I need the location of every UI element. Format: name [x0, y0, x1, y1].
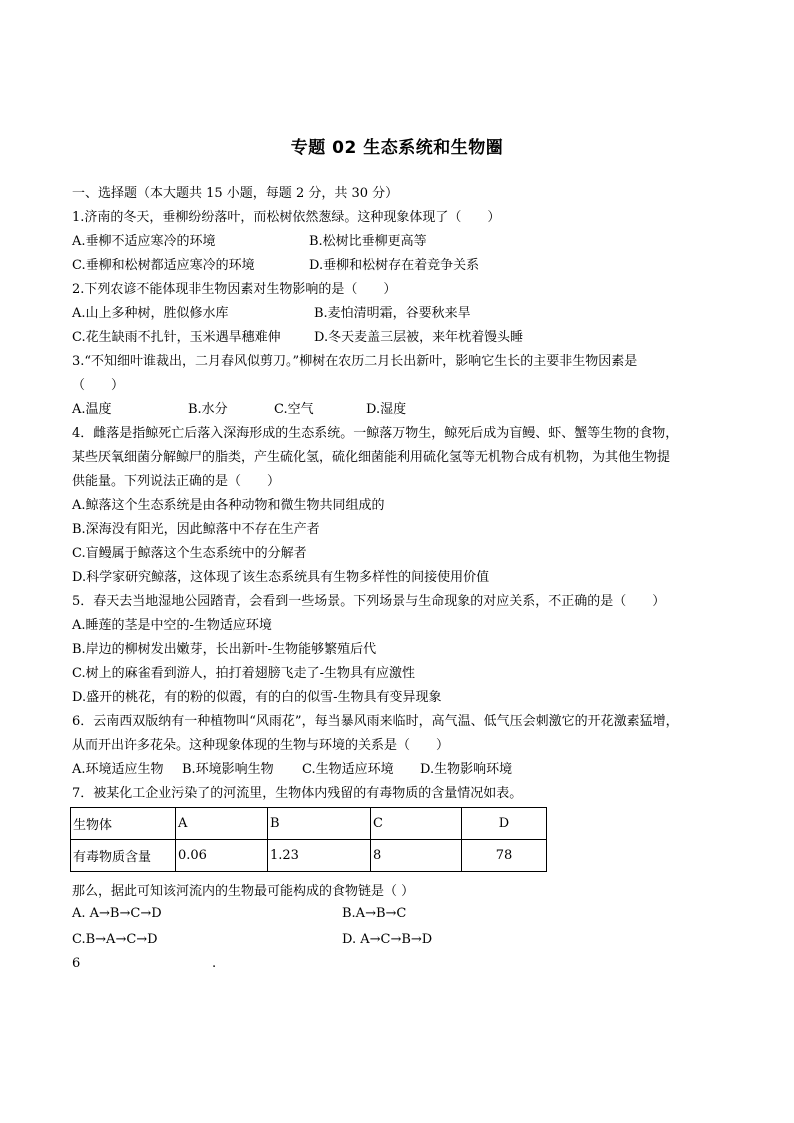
table-row	[71, 808, 547, 840]
document-title: 专题 02 生态系统和生物圈	[290, 138, 504, 158]
q5-option-b: B.岸边的柳树发出嫩芽，长出新叶-生物能够繁殖后代	[72, 642, 377, 657]
q1-option-d: D.垂柳和松树存在着竞争关系	[309, 258, 480, 273]
q3-option-a: A.温度	[72, 402, 112, 417]
q1-options-row1	[72, 234, 427, 250]
q6-option-a: A.环境适应生物	[72, 762, 164, 777]
q3-option-c: C.空气	[274, 402, 314, 417]
table-cell: 有毒物质含量	[71, 840, 176, 872]
q7-option-c: C.B→A→C→D	[72, 932, 158, 947]
q1-stem: 1.济南的冬天，垂柳纷纷落叶，而松树依然葱绿。这种现象体现了（ ）	[72, 210, 501, 225]
q7-option-a: A. A→B→C→D	[72, 906, 162, 921]
q2-stem: 2.下列农谚不能体现非生物因素对生物影响的是（ ）	[72, 282, 397, 297]
q7-options-row1	[72, 906, 406, 922]
q6-stem-line2: 从而开出许多花朵。这种现象体现的生物与环境的关系是（ ）	[72, 738, 450, 753]
q1-options-row2	[72, 258, 479, 274]
q5-stem: 5．春天去当地湿地公园踏青，会看到一些场景。下列场景与生命现象的对应关系，不正确的是（ ）	[72, 594, 666, 609]
table-cell: B	[268, 808, 371, 840]
q6-option-c: C.生物适应环境	[302, 762, 394, 777]
q2-option-c: C.花生缺雨不扎针，玉米遇旱穗难伸	[72, 330, 281, 345]
q7-option-b: B.A→B→C	[342, 906, 407, 921]
q4-stem-line3: 供能量。下列说法正确的是（ ）	[72, 474, 281, 489]
q5-option-c: C.树上的麻雀看到游人，拍打着翅膀飞走了-生物具有应激性	[72, 666, 416, 681]
q4-option-a: A.鲸落这个生态系统是由各种动物和微生物共同组成的	[72, 498, 385, 513]
q6-stem-line1: 6．云南西双版纳有一种植物叫“风雨花”，每当暴风雨来临时，高气温、低气压会刺激它的开花激素猛增，	[72, 714, 679, 729]
q1-option-a: A.垂柳不适应寒冷的环境	[72, 234, 216, 249]
q7-followup: 那么，据此可知该河流内的生物最可能构成的食物链是（ ）	[72, 884, 415, 899]
q1-option-c: C.垂柳和松树都适应寒冷的环境	[72, 258, 255, 273]
q2-option-d: D.冬天麦盖三层被，来年枕着馒头睡	[314, 330, 524, 345]
q3-stem-line1: 3.“不知细叶谁裁出，二月春风似剪刀。”柳树在农历二月长出新叶，影响它生长的主要非生物因素是	[72, 354, 638, 369]
q4-option-c: C.盲鳗属于鲸落这个生态系统中的分解者	[72, 546, 307, 561]
q5-option-d: D.盛开的桃花，有的粉的似霞，有的白的似雪-生物具有变异现象	[72, 690, 442, 705]
q7-options-row2	[72, 932, 432, 948]
table-cell: 生物体	[71, 808, 176, 840]
q3-stem-line2: （ ）	[72, 378, 125, 393]
q2-options-row2	[72, 330, 523, 346]
q6-options	[72, 762, 512, 778]
q4-option-d: D.科学家研究鲸落，这体现了该生态系统具有生物多样性的间接使用价值	[72, 570, 490, 585]
section-header: 一、选择题（本大题共 15 小题，每题 2 分，共 30 分）	[72, 186, 399, 201]
q7-option-d: D. A→C→B→D	[342, 932, 433, 947]
table-cell: 1.23	[268, 840, 371, 872]
q5-option-a: A.睡莲的茎是中空的-生物适应环境	[72, 618, 272, 633]
q2-option-a: A.山上多种树，胜似修水库	[72, 306, 229, 321]
q4-stem-line2: 某些厌氧细菌分解鲸尸的脂类，产生硫化氢，硫化细菌能利用硫化氢等无机物合成有机物，为其他生物提	[72, 450, 671, 465]
footer-line	[72, 956, 216, 972]
q4-stem-line1: 4．雌落是指鲸死亡后落入深海形成的生态系统。一鲸落万物生，鲸死后成为盲鳗、虾、蟹等生物的食物，	[72, 426, 679, 441]
table-cell: 8	[371, 840, 462, 872]
table-cell: A	[176, 808, 268, 840]
table-cell: D	[462, 808, 547, 840]
q2-option-b: B.麦怕清明霜，谷要秋来旱	[314, 306, 471, 321]
table-cell: 0.06	[176, 840, 268, 872]
footer-number: 6	[72, 956, 81, 971]
q6-option-b: B.环境影响生物	[182, 762, 274, 777]
q2-options-row1	[72, 306, 471, 322]
toxin-table	[70, 807, 547, 872]
q4-option-b: B.深海没有阳光，因此鲸落中不存在生产者	[72, 522, 320, 537]
table-cell: 78	[462, 840, 547, 872]
q6-option-d: D.生物影响环境	[420, 762, 513, 777]
q1-option-b: B.松树比垂柳更高等	[309, 234, 427, 249]
footer-dot: .	[212, 956, 217, 971]
table-cell: C	[371, 808, 462, 840]
table-row	[71, 840, 547, 872]
q3-options	[72, 402, 406, 418]
q7-stem: 7．被某化工企业污染了的河流里，生物体内残留的有毒物质的含量情况如表。	[72, 786, 523, 801]
q3-option-b: B.水分	[188, 402, 228, 417]
q3-option-d: D.湿度	[366, 402, 407, 417]
